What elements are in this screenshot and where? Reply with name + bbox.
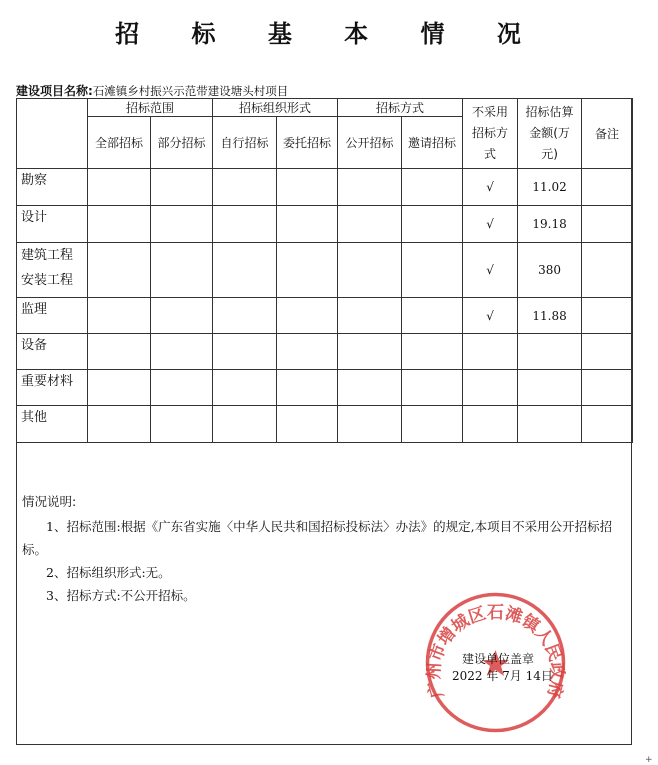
row-label-design: 设计 <box>17 206 88 243</box>
table-row <box>17 406 633 443</box>
note-item: 2、招标组织形式:无。 <box>46 565 171 580</box>
table-row <box>17 243 633 298</box>
header-scope: 招标范围 <box>88 99 213 117</box>
row-label-materials: 重要材料 <box>17 370 88 406</box>
table-row <box>17 370 633 406</box>
header-corner <box>17 99 88 169</box>
row-amount-supervision: 11.88 <box>518 298 582 334</box>
row-label-other: 其他 <box>17 406 88 443</box>
row-label-survey: 勘察 <box>17 169 88 206</box>
sign-date: 2022 年 7月 14日 <box>452 669 553 683</box>
table-row <box>17 206 633 243</box>
row-check-construction: √ <box>463 243 518 298</box>
bidding-table <box>16 98 633 443</box>
signature-block <box>452 651 553 685</box>
header-method: 招标方式 <box>338 99 463 117</box>
row-check-design: √ <box>463 206 518 243</box>
page-title: 招 标 基 本 情 况 <box>115 20 543 48</box>
header-estimate: 招标估算 金额(万 元) <box>518 99 582 169</box>
project-name-value: 石滩镇乡村振兴示范带建设塘头村项目 <box>92 84 289 98</box>
row-label-construction: 建筑工程 安装工程 <box>17 243 88 298</box>
row-label-supervision: 监理 <box>17 298 88 334</box>
row-label-equipment: 设备 <box>17 334 88 370</box>
notes-heading: 情况说明: <box>22 494 77 509</box>
corner-mark: + <box>645 755 653 765</box>
sub-full: 全部招标 <box>88 117 151 169</box>
note-item: 3、招标方式:不公开招标。 <box>46 588 196 603</box>
sub-invite: 邀请招标 <box>402 117 463 169</box>
project-name-label: 建设项目名称: <box>16 84 93 98</box>
sign-unit: 建设单位盖章 <box>462 652 535 666</box>
header-remark: 备注 <box>582 99 633 169</box>
seal-text: 广州市增城区石滩镇人民政府 <box>424 603 567 701</box>
header-not-adopted: 不采用 招标方 式 <box>463 99 518 169</box>
row-amount-design: 19.18 <box>518 206 582 243</box>
project-name-line <box>16 82 288 99</box>
table-row <box>17 334 633 370</box>
sub-partial: 部分招标 <box>151 117 213 169</box>
sub-entrust: 委托招标 <box>277 117 338 169</box>
table-row <box>17 298 633 334</box>
row-amount-construction: 380 <box>518 243 582 298</box>
row-amount-survey: 11.02 <box>518 169 582 206</box>
row-check-supervision: √ <box>463 298 518 334</box>
sub-self: 自行招标 <box>213 117 277 169</box>
header-org: 招标组织形式 <box>213 99 338 117</box>
sub-open: 公开招标 <box>338 117 402 169</box>
table-row <box>17 169 633 206</box>
row-check-survey: √ <box>463 169 518 206</box>
note-item: 1、招标范围:根据《广东省实施〈中华人民共和国招标投标法〉办法》的规定,本项目不采用公开招标招标。 <box>22 519 613 557</box>
